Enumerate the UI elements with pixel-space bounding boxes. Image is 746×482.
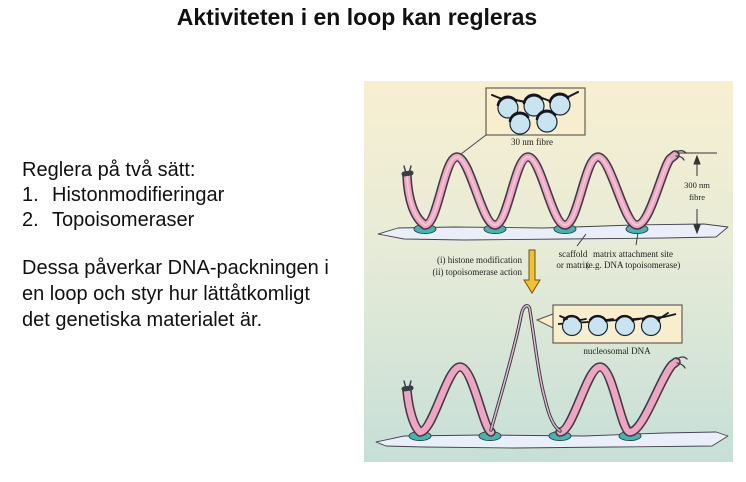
scaffold-label-2: or matrix	[556, 260, 590, 270]
left-text-block	[22, 158, 362, 333]
inset-30nm-label: 30 nm fibre	[511, 137, 553, 147]
lower-scaffold-ribbon	[376, 431, 728, 448]
scaffold-label-1: scaffold	[558, 249, 588, 259]
fibre-end-cap	[404, 173, 411, 174]
arrow-label-2: (ii) topoisomerase action	[432, 267, 522, 277]
list-number: 1.	[22, 184, 39, 206]
list-item-1	[22, 183, 362, 208]
inset-nucleosomal-dna	[537, 305, 682, 343]
intro-line: Reglera på två sätt:	[22, 159, 196, 181]
measure-label-300nm: 300 nm	[684, 180, 710, 190]
paragraph-line-1: Dessa påverkar DNA-packningen i	[22, 257, 329, 279]
measure-label-fibre: fibre	[688, 192, 706, 202]
list-number: 2.	[22, 209, 39, 231]
paragraph-line-3: det genetiska materialet är.	[22, 309, 263, 331]
arrow-label-1: (i) histone modification	[437, 255, 522, 265]
slide-title: Aktiviteten i en loop kan regleras	[176, 4, 538, 30]
paragraph-line-2: en loop och styr hur lättåtkomligt	[22, 283, 310, 305]
matrix-label-2: (e.g. DNA topoisomerase)	[585, 260, 681, 270]
list-label: Histonmodifieringar	[52, 184, 225, 206]
fibre-end-cap	[404, 388, 411, 389]
chromatin-loop-diagram	[364, 81, 733, 462]
inset-nucleosomal-label: nucleosomal DNA	[583, 346, 651, 356]
list-item-2	[22, 208, 362, 233]
text-gap	[22, 233, 362, 255]
matrix-label-1: matrix attachment site	[593, 249, 673, 259]
list-label: Topoisomeraser	[52, 209, 195, 231]
